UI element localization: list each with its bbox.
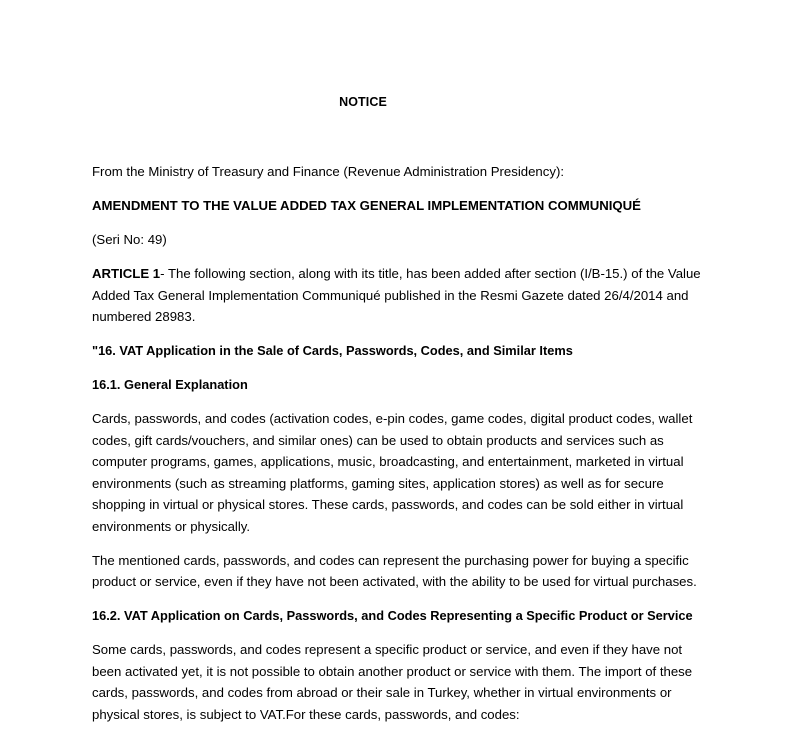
series-number: (Seri No: 49) [92,232,167,247]
from-line: From the Ministry of Treasury and Finance (Revenue Administration Presidency): [92,164,565,179]
document-body [92,161,712,738]
section-16-2-heading: 16.2. VAT Application on Cards, Passwords, and Codes Representing a Specific Product or Service [92,608,693,623]
section-16-2-paragraph-1: Some cards, passwords, and codes represent a specific product or service, and even if they have not been activated yet, it is not possible to obtain another product or service with them. The import of these cards, passwords, and codes from abroad or their sale in Turkey, whether in virtual environments or physical stores, is subject to VAT.For these cards, passwords, and codes: [92,642,693,722]
article-label: ARTICLE 1 [92,266,161,281]
section-16-1-paragraph-1: Cards, passwords, and codes (activation codes, e-pin codes, game codes, digital product codes, wallet codes, gift cards/vouchers, and similar ones) can be used to obtain products and services such as computer programs, games, applications, music, broadcasting, and entertainment, marketed in virtual environments (such as streaming platforms, gaming sites, application stores) as well as for secure shopping in virtual or physical stores. These cards, passwords, and codes can be sold either in virtual environments or physically. [92,411,693,534]
section-16-1-paragraph-2: The mentioned cards, passwords, and codes can represent the purchasing power for buying a specific product or service, even if they have not been activated, with the ability to be used for virtual purchases. [92,552,697,589]
notice-title: NOTICE [339,95,387,109]
article-text: - The following section, along with its title, has been added after section (I/B-15.) of the Value Added Tax General Implementation Communiqué published in the Resmi Gazete dated 26/4/2014 and numbered 28983. [92,266,701,324]
section-16-heading: "16. VAT Application in the Sale of Cards, Passwords, Codes, and Similar Items [92,343,573,358]
section-16-1-heading: 16.1. General Explanation [92,377,248,392]
amendment-title: AMENDMENT TO THE VALUE ADDED TAX GENERAL IMPLEMENTATION COMMUNIQUÉ [92,198,641,213]
article-1-paragraph [92,263,712,328]
